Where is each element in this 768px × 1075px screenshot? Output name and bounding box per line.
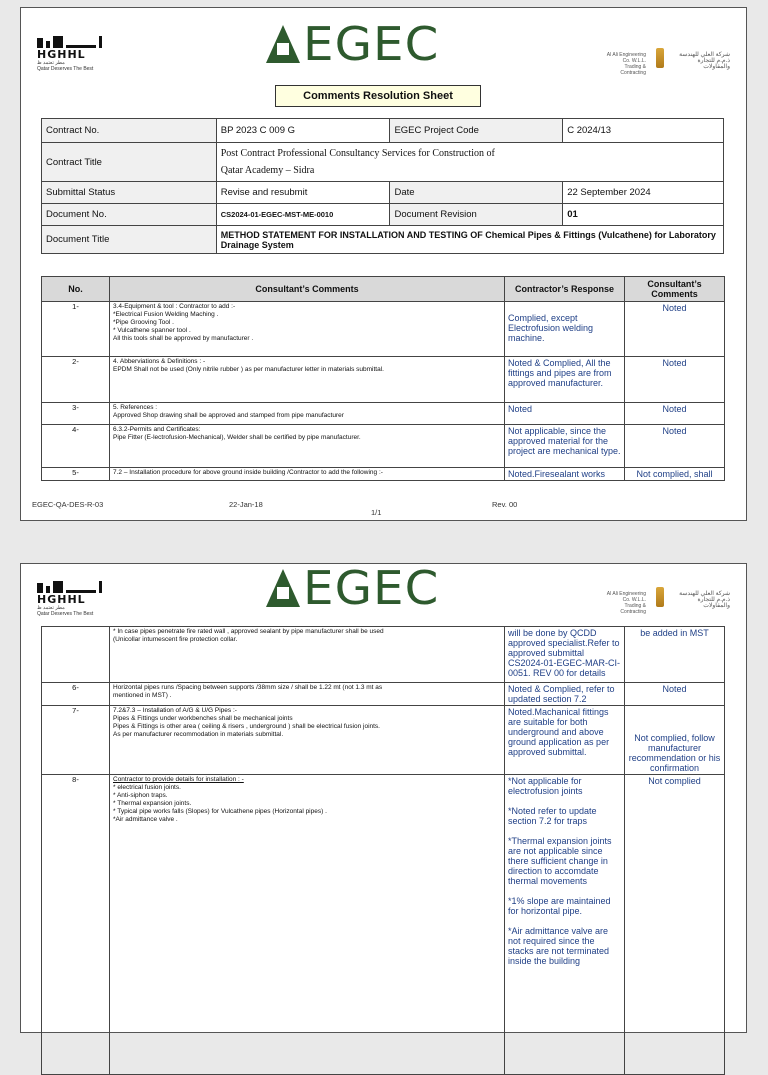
consultant-comment <box>110 627 505 683</box>
consultant-status: Noted <box>625 683 725 706</box>
document-revision-label: Document Revision <box>390 204 563 226</box>
row-number <box>42 627 110 683</box>
consultant-status: Not complied, follow manufacturer recommendation or his confirmation <box>625 706 725 775</box>
egec-triangle-icon <box>266 569 300 607</box>
table-row <box>42 683 725 706</box>
response-paragraph: *Noted refer to update section 7.2 for traps <box>508 806 597 826</box>
table-row <box>42 357 725 403</box>
egec-wordmark: EGEC <box>303 561 440 615</box>
contractor-response <box>505 357 625 403</box>
comments-table-page-1 <box>41 276 725 481</box>
row-number: 8- <box>42 775 110 1075</box>
comment-line: 5. References : <box>113 404 158 411</box>
footer-page: 1/1 <box>371 508 382 517</box>
row-number: 7- <box>42 706 110 775</box>
comment-line: Approved Shop drawing shall be approved and stamped from pipe manufacturer <box>113 412 344 419</box>
sheet-title: Comments Resolution Sheet <box>275 85 481 107</box>
contractor-response <box>505 627 625 683</box>
page-1 <box>20 7 747 521</box>
al-ali-logo <box>606 587 731 615</box>
row-number: 4- <box>42 425 110 468</box>
row-number: 6- <box>42 683 110 706</box>
page-2 <box>20 563 747 1033</box>
footer-form-code: EGEC-QA-DES-R-03 <box>32 500 104 509</box>
logo-bars-icon <box>37 36 117 48</box>
comment-line: *Electrical Fusion Welding Maching . <box>113 311 219 318</box>
col-response-header: Contractor’s Response <box>505 277 625 302</box>
consultant-status: Noted <box>625 425 725 468</box>
logo-word: HGHHL <box>37 593 86 606</box>
info-table <box>41 118 724 254</box>
consultant-status: Noted <box>625 302 725 357</box>
contractor-response <box>505 683 625 706</box>
response-paragraph: will be done by QCDD approved specialist.Refer to approved submittal CS2024-01-EGEC-MAR-CI-0051. REV 00 for details <box>508 628 621 678</box>
contract-title <box>216 143 723 182</box>
comment-line: 7.2&7.3 – Installation of A/G & U/G Pipes :- <box>113 707 237 714</box>
comments-table-page-2 <box>41 626 725 1075</box>
comment-line: (Unicollar intumescent fire protection collar. <box>113 636 238 643</box>
comment-line: All this tools shall be approved by manufacturer . <box>113 335 254 342</box>
consultant-comment <box>110 468 505 481</box>
project-code: C 2024/13 <box>563 119 724 143</box>
table-row <box>42 468 725 481</box>
comment-line: As per manufacturer recommodation in materials submittal. <box>113 731 284 738</box>
comment-line: *Air admittance valve . <box>113 816 178 823</box>
consultant-status: Noted <box>625 357 725 403</box>
date: 22 September 2024 <box>563 182 724 204</box>
footer-rev: Rev. 00 <box>492 500 518 509</box>
comment-line: 3.4-Equipment & tool : Contractor to add :- <box>113 303 236 310</box>
contractor-logo <box>37 581 117 617</box>
consultant-comment <box>110 357 505 403</box>
contract-title-line-1: Post Contract Professional Consultancy Services for Construction of <box>220 148 495 159</box>
response-paragraph: Not applicable, since the approved material for the project are mechanical type. <box>508 426 621 456</box>
table-row <box>42 706 725 775</box>
row-number: 2- <box>42 357 110 403</box>
row-number: 3- <box>42 403 110 425</box>
contractor-logo <box>37 36 117 72</box>
col-no-header: No. <box>42 277 110 302</box>
consultant-comment <box>110 706 505 775</box>
consultant-status: Not complied, shall <box>625 468 725 481</box>
col-comments-header: Consultant’s Comments <box>110 277 505 302</box>
response-paragraph: Noted & Complied, All the fittings and pipes are from approved manufacturer. <box>508 358 612 388</box>
contractor-response <box>505 775 625 1075</box>
response-paragraph: *1% slope are maintained for horizontal pipe. <box>508 896 611 916</box>
comment-line: 7.2 – Installation procedure for above ground inside building /Contractor to add the following :- <box>113 469 383 476</box>
table-row <box>42 302 725 357</box>
comment-line: Pipes & Fittings is other area ( ceiling & risers , underground ) shall be electrical fusion joints. <box>113 723 380 730</box>
comment-line: Pipes & Fittings under workbenches shall be mechanical joints <box>113 715 293 722</box>
comment-line: * In case pipes penetrate fire rated wall , approved sealant by pipe manufacturer shall be used <box>113 628 384 635</box>
consultant-status: be added in MST <box>625 627 725 683</box>
al-ali-name-en: Al Ali Engineering Co. W.L.L. Trading & Contracting <box>606 52 646 76</box>
document-no: CS2024-01-EGEC-MST-ME-0010 <box>216 204 390 226</box>
consultant-comment <box>110 302 505 357</box>
consultant-comment <box>110 775 505 1075</box>
document-title-label: Document Title <box>42 226 217 254</box>
document-revision: 01 <box>563 204 724 226</box>
submittal-status: Revise and resubmit <box>216 182 390 204</box>
project-code-label: EGEC Project Code <box>390 119 563 143</box>
egec-logo <box>266 17 440 71</box>
response-paragraph: Noted <box>508 404 533 414</box>
al-ali-logo <box>606 48 731 76</box>
comment-line: * Thermal expansion joints. <box>113 800 192 807</box>
comment-line: * Typical pipe works falls (Slopes) for Vulcathene pipes (Horizontal pipes) . <box>113 808 327 815</box>
comment-line: * electrical fusion joints. <box>113 784 181 791</box>
response-paragraph: Complied, except Electrofusion welding machine. <box>508 313 594 343</box>
comment-line: *Pipe Grooving Tool . <box>113 319 174 326</box>
comment-line: 4. Abberviations & Definitions : - <box>113 358 206 365</box>
comment-line: Horizontal pipes runs /Spacing between supports /38mm size / shall be 1.22 mt (not 1.3 mt as <box>113 684 383 691</box>
consultant-comment <box>110 425 505 468</box>
logo-bars-icon <box>37 581 117 593</box>
comment-line: EPDM Shall not be used (Only nitrile rubber ) as per manufacturer letter in materials submittal. <box>113 366 384 373</box>
logo-arabic: مطر تعتمد ظ <box>37 605 65 611</box>
contract-no-label: Contract No. <box>42 119 217 143</box>
table-row <box>42 403 725 425</box>
document-title: METHOD STATEMENT FOR INSTALLATION AND TESTING OF Chemical Pipes & Fittings (Vulcathene) for Laboratory Drainage System <box>216 226 723 254</box>
row-number: 1- <box>42 302 110 357</box>
table-row <box>42 775 725 1075</box>
comment-line: Pipe Fitter (E-lectrofusion-Mechanical), Welder shall be certified by pipe manufacturer. <box>113 434 361 441</box>
submittal-status-label: Submittal Status <box>42 182 217 204</box>
contractor-response <box>505 706 625 775</box>
contract-title-line-2: Qatar Academy – Sidra <box>220 165 315 176</box>
al-ali-emblem-icon <box>656 587 664 607</box>
al-ali-emblem-icon <box>656 48 664 68</box>
contract-no: BP 2023 C 009 G <box>216 119 390 143</box>
al-ali-name-ar: شركة العلي للهندسة ذ.م.م للتجارة والمقاولات <box>679 52 730 70</box>
comment-line: * Vulcathene spanner tool . <box>113 327 191 334</box>
date-label: Date <box>390 182 563 204</box>
contract-title-label: Contract Title <box>42 143 217 182</box>
comment-line: Contractor to provide details for installation : - <box>113 776 244 783</box>
al-ali-name-en: Al Ali Engineering Co. W.L.L. Trading & Contracting <box>606 591 646 615</box>
contractor-response <box>505 468 625 481</box>
table-row <box>42 627 725 683</box>
logo-word: HGHHL <box>37 48 86 61</box>
response-paragraph: Noted.Firesealant works <box>508 469 606 479</box>
consultant-status: Not complied <box>625 775 725 1075</box>
logo-tagline: Qatar Deserves The Best <box>37 611 94 617</box>
table-row <box>42 425 725 468</box>
consultant-comment <box>110 683 505 706</box>
contractor-response <box>505 302 625 357</box>
consultant-comment <box>110 403 505 425</box>
response-paragraph: Noted & Complied, refer to updated section 7.2 <box>508 684 615 704</box>
comment-line: mentioned in MST) . <box>113 692 172 699</box>
row-number: 5- <box>42 468 110 481</box>
al-ali-name-ar: شركة العلي للهندسة ذ.م.م للتجارة والمقاولات <box>679 591 730 609</box>
logo-arabic: مطر تعتمد ظ <box>37 60 65 66</box>
response-paragraph: *Air admittance valve are not required since the stacks are not terminated inside the building <box>508 926 610 966</box>
egec-wordmark: EGEC <box>303 17 440 71</box>
response-paragraph: *Not applicable for electrofusion joints <box>508 776 583 796</box>
comment-line: 6.3.2-Permits and Certificates: <box>113 426 201 433</box>
document-no-label: Document No. <box>42 204 217 226</box>
col-cc-header: Consultant’s Comments <box>625 277 725 302</box>
contractor-response <box>505 403 625 425</box>
comment-line: * Anti-siphon traps. <box>113 792 168 799</box>
egec-triangle-icon <box>266 25 300 63</box>
response-paragraph: *Thermal expansion joints are not applicable since there sufficient change in direction to accomdate thermal movements <box>508 836 612 886</box>
footer-form-date: 22-Jan-18 <box>229 500 263 509</box>
egec-logo <box>266 561 440 615</box>
contractor-response <box>505 425 625 468</box>
logo-tagline: Qatar Deserves The Best <box>37 66 94 72</box>
consultant-status: Noted <box>625 403 725 425</box>
response-paragraph: Noted.Machanical fittings are suitable for both underground and above ground application as per approved submittal. <box>508 707 610 757</box>
